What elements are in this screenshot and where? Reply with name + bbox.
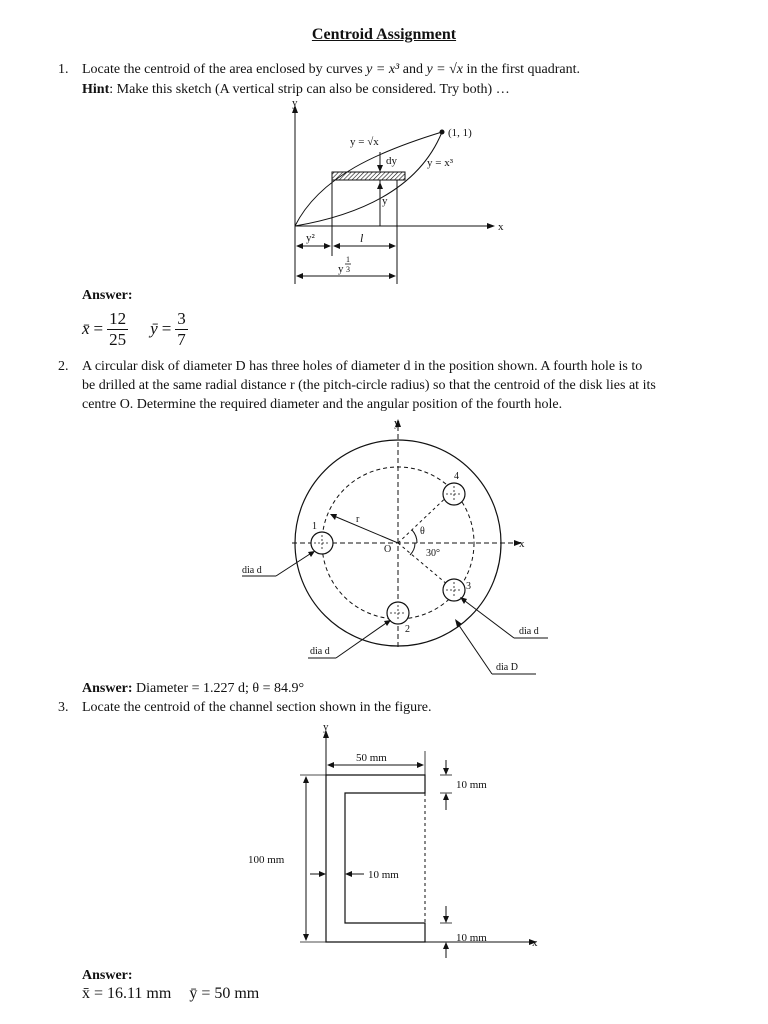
hole-4 [443, 471, 465, 505]
q2-number: 2. [58, 359, 69, 374]
cube-curve-label: y = x³ [427, 157, 454, 169]
q3-answer-label: Answer: [82, 968, 133, 983]
channel-outline [326, 775, 425, 942]
svg-text:l: l [360, 231, 364, 245]
q2-line3: centre O. Determine the required diameter and the angular position of the fourth hole. [82, 397, 563, 412]
dia-d-right-label: dia d [519, 626, 539, 637]
web-label: 10 mm [368, 869, 399, 881]
svg-text:dy: dy [386, 155, 397, 167]
top-flange-label: 10 mm [456, 779, 487, 791]
svg-text:1: 1 [312, 521, 317, 532]
svg-text:y: y [382, 195, 388, 207]
svg-text:30°: 30° [426, 548, 440, 559]
x-axis-label: x [498, 221, 504, 233]
q1-figure [270, 96, 510, 286]
q1-hint: Hint: Make this sketch (A vertical strip can also be considered. Try both) … [82, 82, 510, 97]
svg-text:θ: θ [420, 526, 425, 537]
q2-line1: A circular disk of diameter D has three holes of diameter d in the position shown. A fourth hole is to [82, 359, 643, 374]
svg-text:4: 4 [454, 471, 459, 482]
svg-text:y: y [394, 417, 400, 429]
hatched-strip [332, 172, 405, 180]
svg-text:y: y [338, 263, 344, 275]
q2-line2: be drilled at the same radial distance r (the pitch-circle radius) so that the centroid of the disk lies at its [82, 378, 656, 393]
q2-figure [230, 414, 560, 680]
centre-label: O [384, 544, 392, 555]
width-label: 50 mm [356, 752, 387, 764]
svg-text:x: x [532, 937, 538, 949]
svg-text:y²: y² [306, 232, 315, 244]
sqrt-curve-label: y = √x [350, 136, 379, 148]
y-axis-label: y [292, 97, 298, 109]
svg-text:3: 3 [346, 265, 350, 274]
q1-number: 1. [58, 62, 69, 77]
q2-answer: Answer: Diameter = 1.227 d; θ = 84.9° [82, 681, 305, 696]
q3-figure [240, 718, 560, 958]
point-1-1 [440, 130, 445, 135]
svg-text:r: r [356, 514, 360, 525]
hole-3 [443, 579, 471, 601]
q3-answer: x̄ = 16.11 mm ȳ = 50 mm [82, 985, 260, 1002]
q3-statement: Locate the centroid of the channel section shown in the figure. [82, 700, 432, 715]
dia-D-label: dia D [496, 662, 518, 673]
svg-text:(1, 1): (1, 1) [448, 127, 472, 139]
q1-answer: x̄ = $\frac{12}{25}$ ȳ = $\frac{3}{7}$ [82, 308, 186, 349]
svg-text:1: 1 [346, 255, 350, 264]
dia-d-left-label: dia d [242, 565, 262, 576]
height-label: 100 mm [248, 854, 285, 866]
q1-answer-label: Answer: [82, 288, 133, 303]
q3-number: 3. [58, 700, 69, 715]
hole-1 [311, 521, 333, 554]
q1-statement: Locate the centroid of the area enclosed by curves y = x³ and y = √x in the first quadrant. [82, 62, 581, 77]
svg-text:3: 3 [466, 581, 471, 592]
dia-d-bottom-label: dia d [310, 646, 330, 657]
page-title: Centroid Assignment [311, 26, 457, 43]
bottom-flange-label: 10 mm [456, 932, 487, 944]
svg-text:2: 2 [405, 624, 410, 635]
svg-text:y: y [323, 721, 329, 733]
svg-text:x: x [519, 538, 525, 550]
